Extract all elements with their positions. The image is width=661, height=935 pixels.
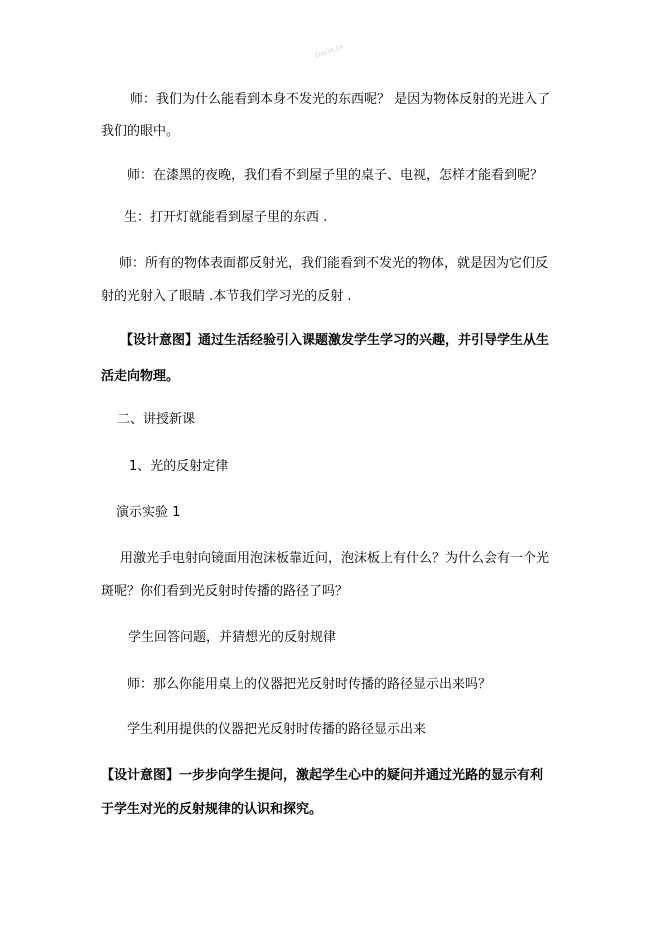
- design-intent-1-line2: 活走向物理。: [101, 369, 180, 384]
- paragraph-laser-question-line2: 斑呢？你们看到光反射时传播的路径了吗？: [101, 584, 349, 599]
- paragraph-teacher-instrument: 师：那么你能用桌上的仪器把光反射时传播的路径显示出来吗？: [127, 677, 492, 692]
- paragraph-teacher-reflection-line2: 射的光射入了眼睛 .本节我们学习光的反射 .: [101, 289, 352, 304]
- paragraph-student-answer: 生：打开灯就能看到屋子里的东西 .: [124, 210, 328, 225]
- paragraph-teacher-question-line2: 我们的眼中。: [101, 124, 180, 139]
- paragraph-teacher-reflection-line1: 师：所有的物体表面都反射光，我们能看到不发光的物体，就是因为它们反: [119, 256, 549, 271]
- subsection-heading-reflection-law: 1、光的反射定律: [129, 459, 229, 474]
- design-intent-1-line1: 【设计意图】通过生活经验引入课题激发学生学习的兴趣，并引导学生从生: [120, 333, 550, 348]
- paragraph-students-demonstrate: 学生利用提供的仪器把光反射时传播的路径显示出来: [127, 722, 427, 737]
- paragraph-laser-question-line1: 用激光手电射向镜面用泡沫板靠近问，泡沫板上有什么？为什么会有一个光: [120, 551, 550, 566]
- section-heading-new-lesson: 二、讲授新课: [117, 412, 196, 427]
- paragraph-teacher-question-line1: 师：我们为什么能看到本身不发光的东西呢？ 是因为物体反射的光进入了: [130, 92, 551, 107]
- design-intent-2-line2: 于学生对光的反射规律的认识和探究。: [101, 802, 323, 817]
- watermark: Docin.co: [314, 41, 345, 60]
- paragraph-teacher-night: 师：在漆黑的夜晚，我们看不到屋子里的桌子、电视，怎样才能看到呢？: [127, 168, 544, 183]
- design-intent-2-line1: 【设计意图】一步步向学生提问，激起学生心中的疑问并通过光路的显示有利: [101, 768, 544, 783]
- demo-experiment-label: 演示实验 1: [116, 505, 181, 520]
- paragraph-students-guess: 学生回答问题，并猜想光的反射规律: [128, 630, 337, 645]
